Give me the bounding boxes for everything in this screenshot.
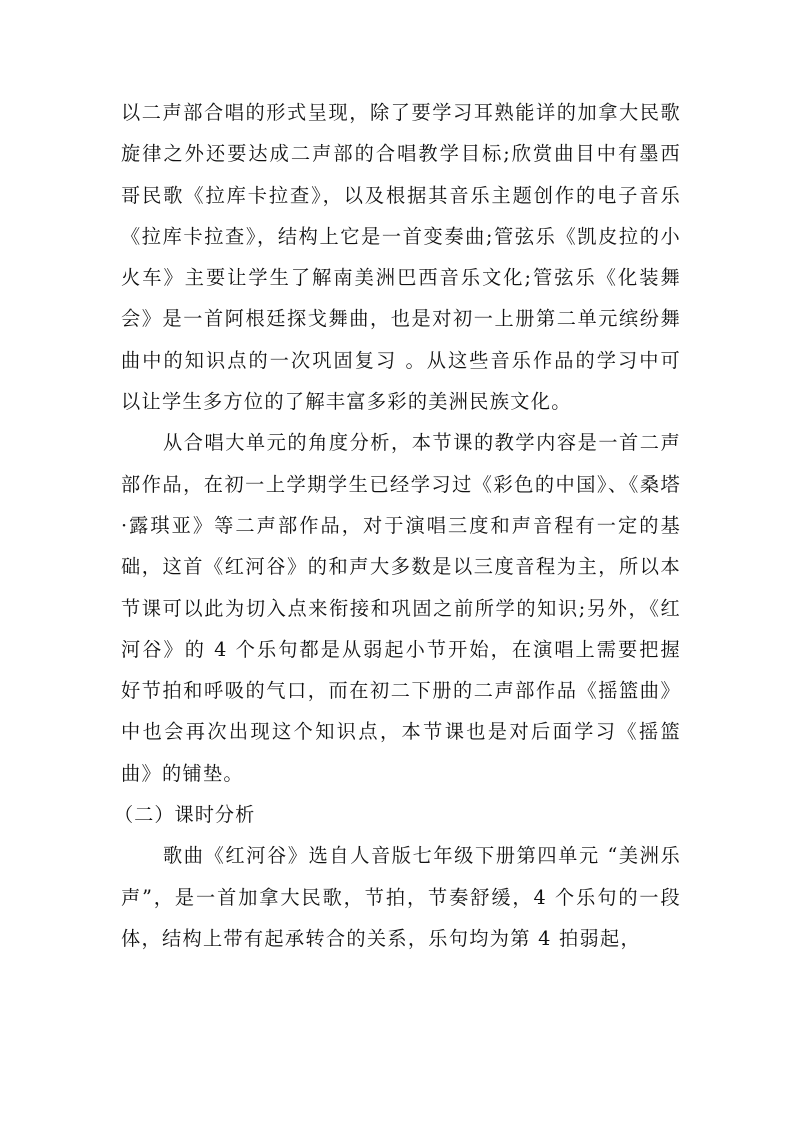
paragraph-unit-overview: 以二声部合唱的形式呈现，除了要学习耳熟能详的加拿大民歌旋律之外还要达成二声部的合唱教学目标;欣赏曲目中有墨西哥民歌《拉库卡拉查》，以及根据其音乐主题创作的电子音乐《拉库卡拉查》，结构上它是一首变奏曲;管弦乐《凯皮拉的小火车》主要让学生了解南美洲巴西音乐文化;管弦乐《化装舞会》是一首阿根廷探戈舞曲，也是对初一上册第二单元缤纷舞曲中的知识点的一次巩固复习 。从这些音乐作品的学习中可以让学生多方位的了解丰富多彩的美洲民族文化。 (121, 101, 681, 414)
section-heading: （二）课时分析 (114, 803, 256, 827)
document-body (114, 92, 681, 959)
paragraph-chorus-analysis: 从合唱大单元的角度分析，本节课的教学内容是一首二声部作品，在初一上学期学生已经学习过《彩色的中国》、《桑塔·露琪亚》等二声部作品，对于演唱三度和声音程有一定的基础，这首《红河谷》的和声大多数是以三度音程为主，所以本节课可以此为切入点来衔接和巩固之前所学的知识;另外，《红河谷》的 4 个乐句都是从弱起小节开始，在演唱上需要把握好节拍和呼吸的气口，而在初二下册的二声部作品《摇篮曲》中也会再次出现这个知识点，本节课也是对后面学习《摇篮曲》的铺垫。 (121, 431, 681, 785)
paragraph-lesson-analysis: 歌曲《红河谷》选自人音版七年级下册第四单元 “美洲乐声”，是一首加拿大民歌，节拍，节奏舒缓，4 个乐句的一段体，结构上带有起承转合的关系，乐句均为第 4 拍弱起， (121, 844, 681, 950)
